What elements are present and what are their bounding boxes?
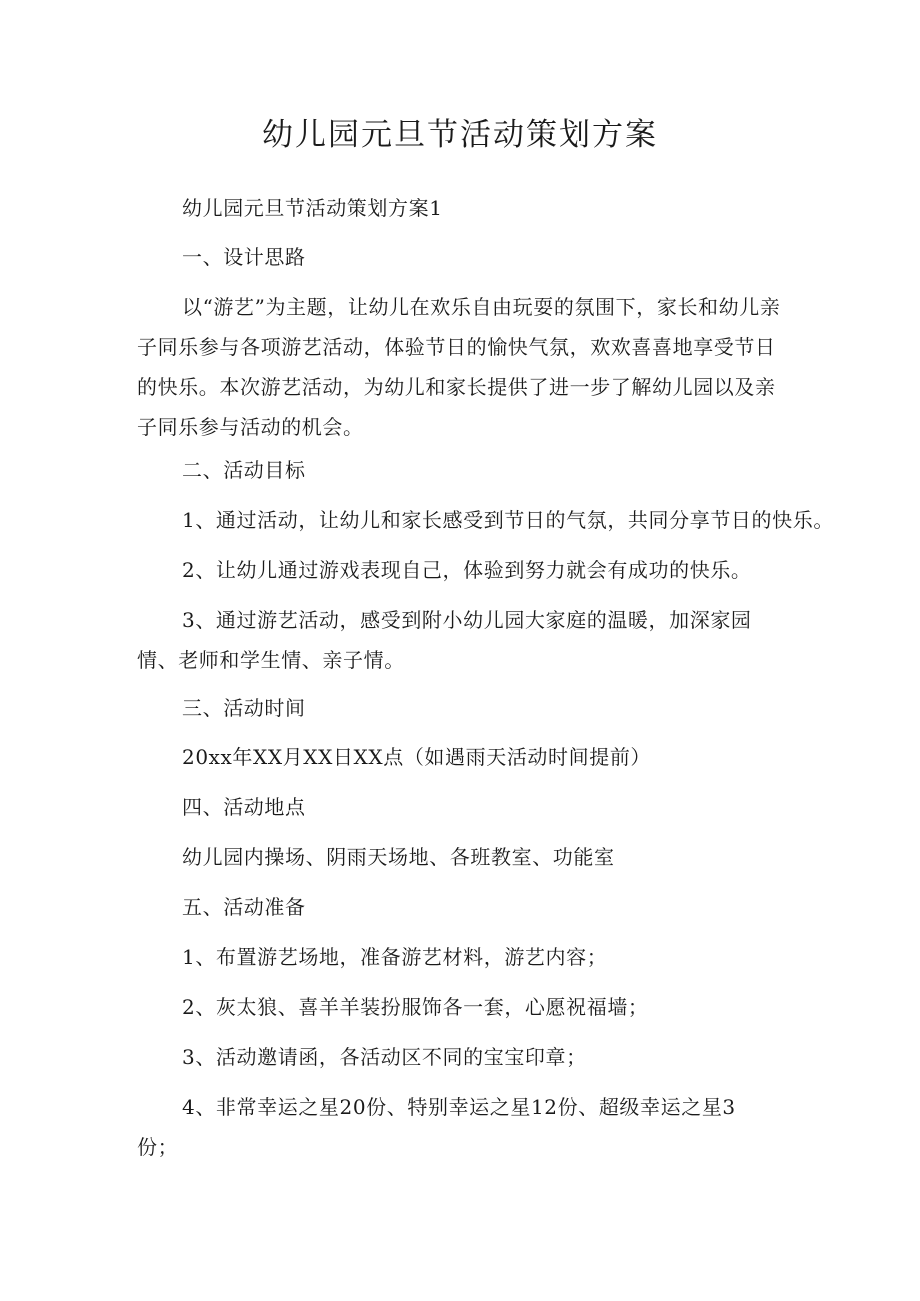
time-text: 20xx年XX月XX日XX点（如遇雨天活动时间提前） bbox=[182, 745, 652, 769]
section5-heading: 五、活动准备 bbox=[182, 895, 306, 919]
goal-item-3: 3、通过游艺活动，感受到附小幼儿园大家庭的温暖，加深家园情、老师和学生情、亲子情。 bbox=[137, 608, 752, 672]
goal-item-1: 1、通过活动，让幼儿和家长感受到节日的气氛，共同分享节日的快乐。 bbox=[182, 508, 834, 532]
prep-item-2: 2、灰太狼、喜羊羊装扮服饰各一套，心愿祝福墙； bbox=[182, 995, 649, 1019]
section4-heading: 四、活动地点 bbox=[182, 795, 306, 819]
section3-heading: 三、活动时间 bbox=[182, 696, 306, 720]
subtitle: 幼儿园元旦节活动策划方案1 bbox=[182, 196, 443, 220]
prep-item-1: 1、布置游艺场地，准备游艺材料，游艺内容； bbox=[182, 945, 608, 969]
section1-heading: 一、设计思路 bbox=[182, 245, 306, 269]
document-title: 幼儿园元旦节活动策划方案 bbox=[262, 117, 658, 153]
section1-body: 以“游艺”为主题，让幼儿在欢乐自由玩耍的氛围下，家长和幼儿亲子同乐参与各项游艺活动，体验节日的愉快气氛，欢欢喜喜地享受节日的快乐。本次游艺活动，为幼儿和家长提供了进一步了解幼儿园以及亲子同乐参与活动的机会。 bbox=[137, 295, 781, 439]
section2-heading: 二、活动目标 bbox=[182, 458, 306, 482]
goal-item-2: 2、让幼儿通过游戏表现自己，体验到努力就会有成功的快乐。 bbox=[182, 558, 752, 582]
place-text: 幼儿园内操场、阴雨天场地、各班教室、功能室 bbox=[182, 845, 615, 869]
prep-item-4: 4、非常幸运之星20份、特别幸运之星12份、超级幸运之星3份； bbox=[137, 1095, 736, 1159]
prep-item-3: 3、活动邀请函，各活动区不同的宝宝印章； bbox=[182, 1045, 587, 1069]
